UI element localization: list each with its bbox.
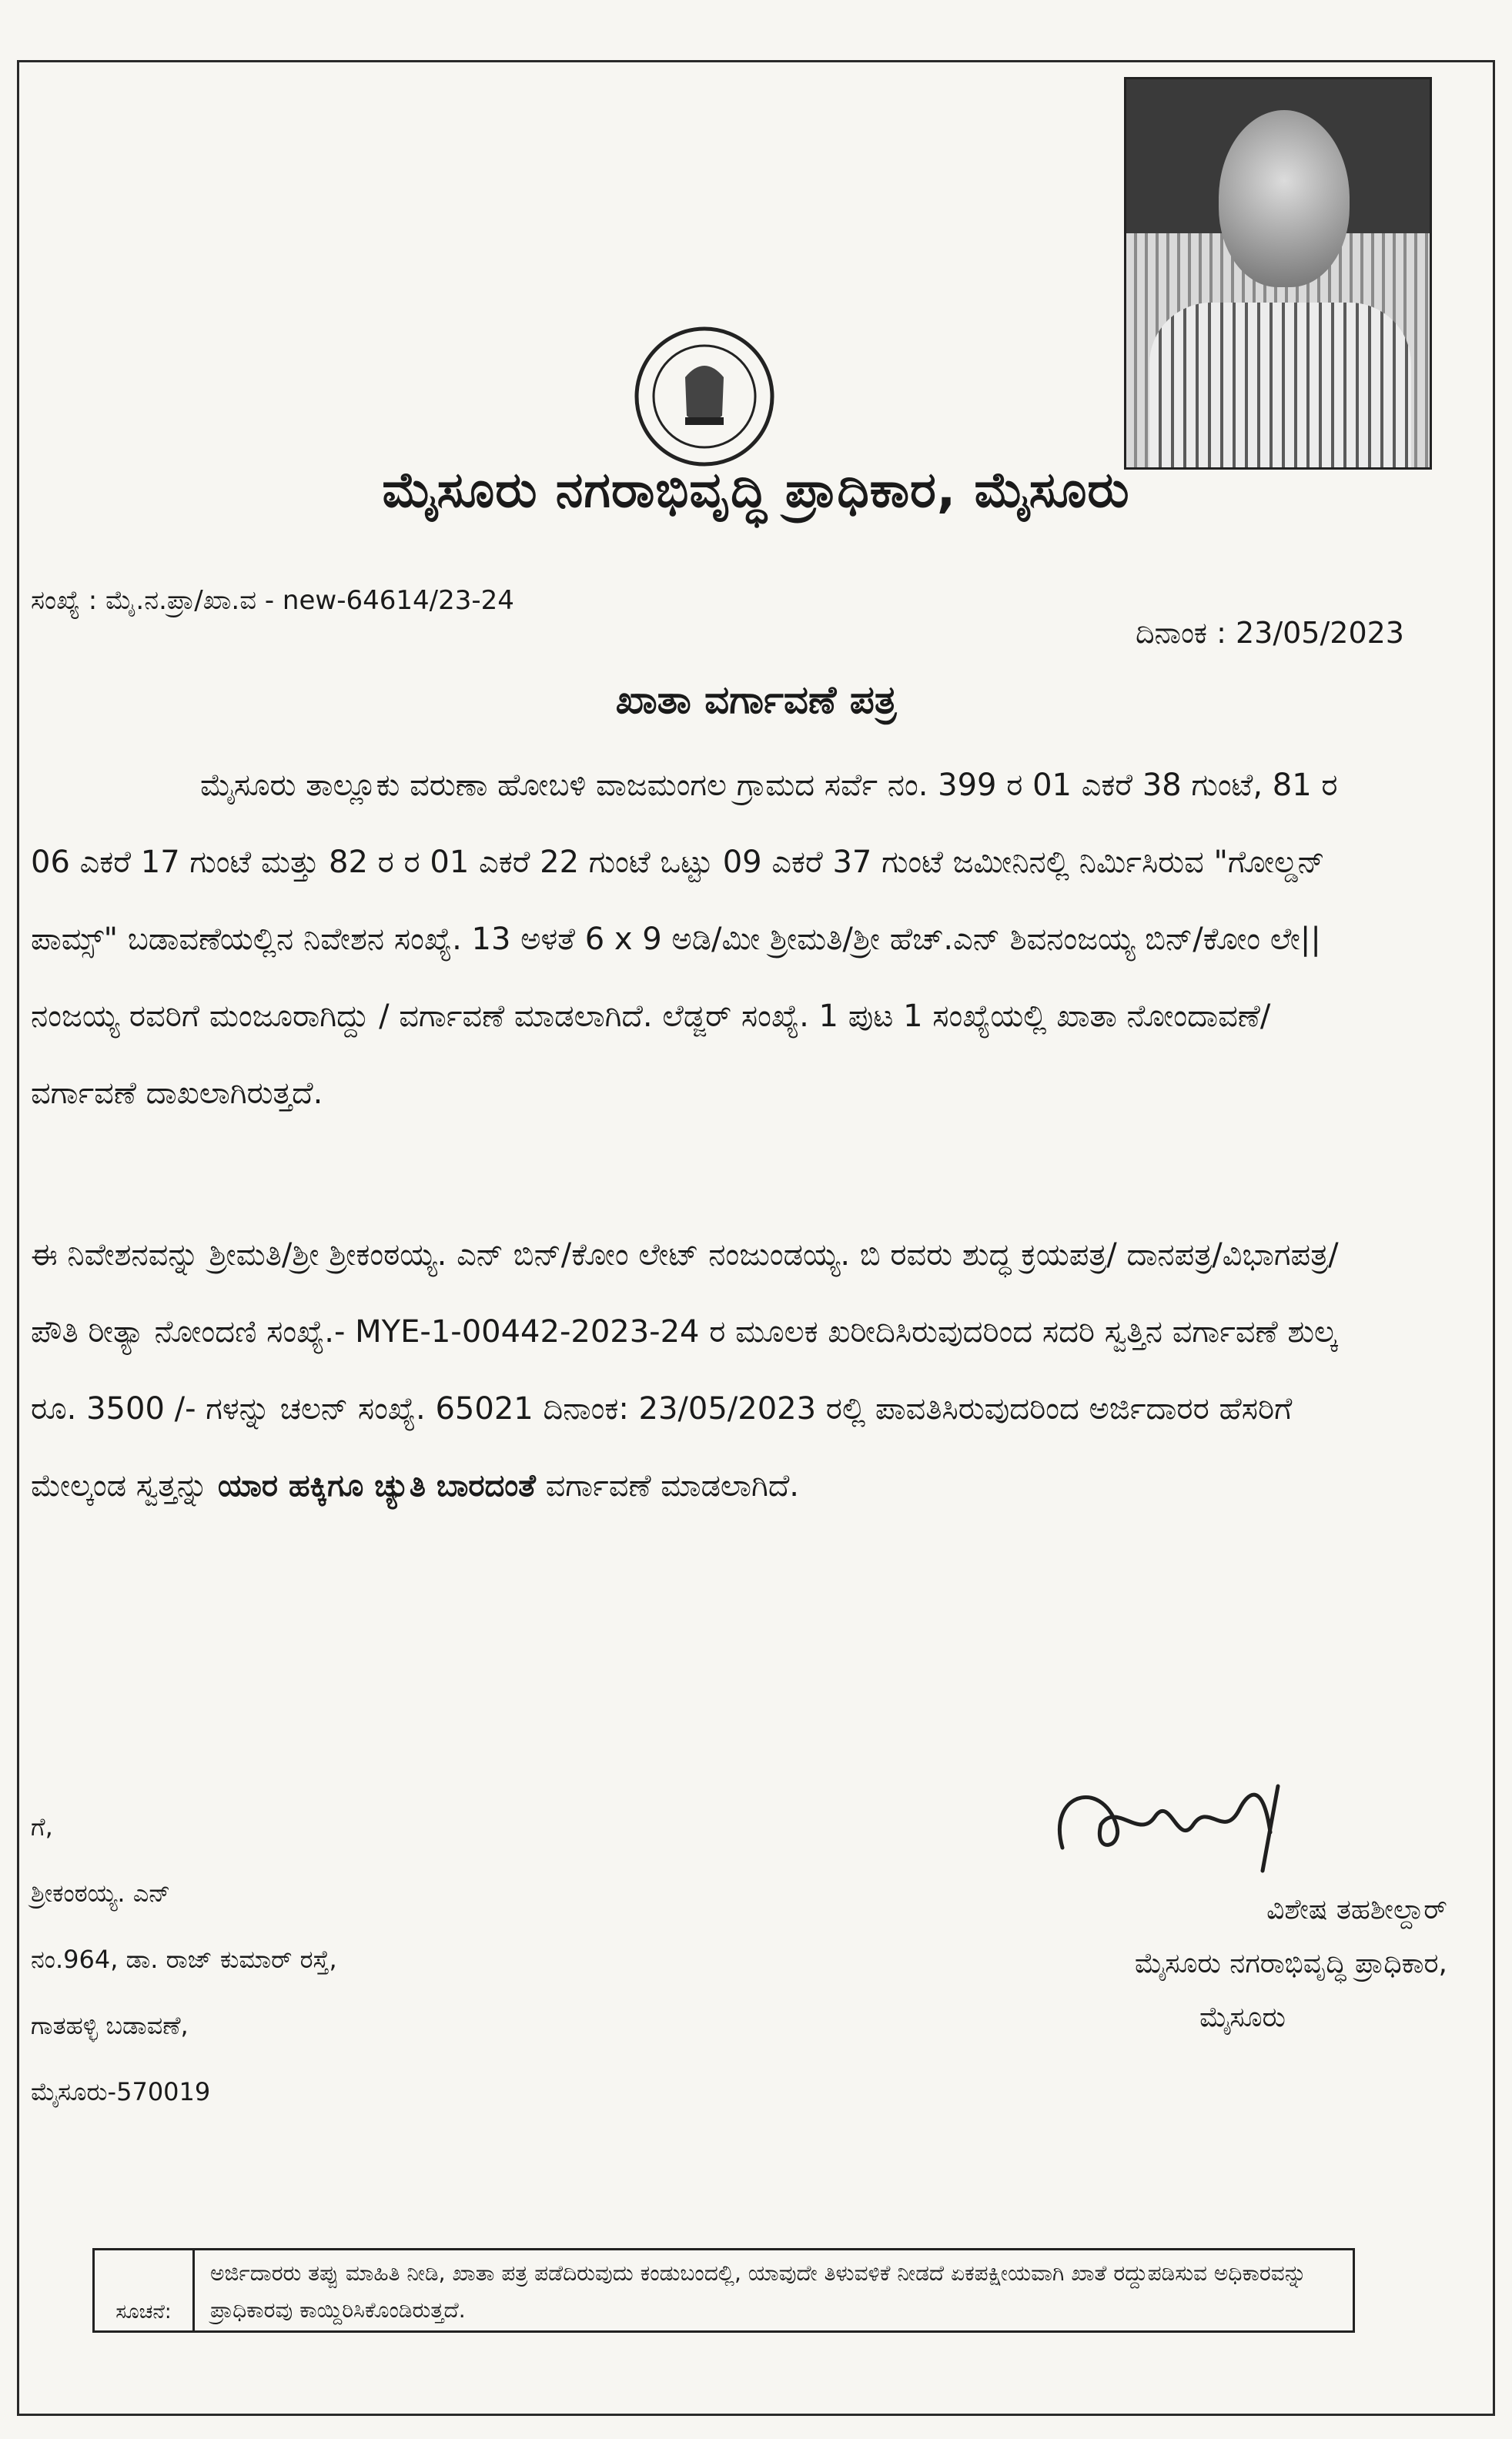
paragraph-transfer	[31, 1216, 1386, 1524]
recipient-address-line1: ನಂ.964, ಡಾ. ರಾಜ್ ಕುಮಾರ್ ರಸ್ತೆ,	[31, 1945, 337, 1974]
handwritten-signature	[1032, 1763, 1355, 1886]
signatory-office: ಮೈಸೂರು ನಗರಾಭಿವೃದ್ಧಿ ಪ್ರಾಧಿಕಾರ,	[1134, 1948, 1447, 1979]
recipient-address	[31, 1794, 337, 2125]
notice-text: ಅರ್ಜಿದಾರರು ತಪ್ಪು ಮಾಹಿತಿ ನೀಡಿ, ಖಾತಾ ಪತ್ರ ಪಡೆದಿರುವುದು ಕಂಡುಬಂದಲ್ಲಿ, ಯಾವುದೇ ತಿಳುವಳಿಕೆ ನೀಡದೆ ಏಕಪಕ್ಷೀಯವಾಗಿ ಖಾತೆ ರದ್ದುಪಡಿಸುವ ಅಧಿಕಾರವನ್ನು ಪ್ರಾಧಿಕಾರವು ಕಾಯ್ದಿರಿಸಿಕೊಂಡಿರುತ್ತದೆ.	[210, 2260, 1306, 2323]
document-heading: ಖಾತಾ ವರ್ಗಾವಣೆ ಪತ್ರ	[615, 678, 897, 722]
paragraph-transfer-end: ವರ್ಗಾವಣೆ ಮಾಡಲಾಗಿದೆ.	[535, 1468, 800, 1504]
issue-date: ದಿನಾಂಕ : 23/05/2023	[1135, 616, 1404, 650]
authority-title: ಮೈಸೂರು ನಗರಾಭಿವೃದ್ಧಿ ಪ್ರಾಧಿಕಾರ, ಮೈಸೂರು	[382, 462, 1130, 519]
recipient-address-line2: ಗಾತಹಳ್ಳಿ ಬಡಾವಣೆ,	[31, 2011, 189, 2040]
paragraph-allotment: ಮೈಸೂರು ತಾಲ್ಲೂಕು ವರುಣಾ ಹೋಬಳಿ ವಾಜಮಂಗಲ ಗ್ರಾಮದ ಸರ್ವೆ ನಂ. 399 ರ 01 ಎಕರೆ 38 ಗುಂಟೆ, 81 ರ 06 ಎಕರೆ 17 ಗುಂಟೆ ಮತ್ತು 82 ರ ರ 01 ಎಕರೆ 22 ಗುಂಟೆ ಒಟ್ಟು 09 ಎಕರೆ 37 ಗುಂಟೆ ಜಮೀನಿನಲ್ಲಿ ನಿರ್ಮಿಸಿರುವ "ಗೋಲ್ಡನ್ ಪಾಮ್ಸ್" ಬಡಾವಣೆಯಲ್ಲಿನ ನಿವೇಶನ ಸಂಖ್ಯೆ. 13 ಅಳತೆ 6 x 9 ಅಡಿ/ಮೀ ಶ್ರೀಮತಿ/ಶ್ರೀ ಹೆಚ್.ಎನ್ ಶಿವನಂಜಯ್ಯ ಬಿನ್/ಕೋಂ ಲೇ|| ನಂಜಯ್ಯ ರವರಿಗೆ ಮಂಜೂರಾಗಿದ್ದು / ವರ್ಗಾವಣೆ ಮಾಡಲಾಗಿದೆ. ಲೆಡ್ಜರ್ ಸಂಖ್ಯೆ. 1 ಪುಟ 1 ಸಂಖ್ಯೆಯಲ್ಲಿ ಖಾತಾ ನೋಂದಾವಣೆ/ ವರ್ಗಾವಣೆ ದಾಖಲಾಗಿರುತ್ತದೆ.	[31, 768, 1338, 1111]
paragraph-transfer-text: ಈ ನಿವೇಶನವನ್ನು ಶ್ರೀಮತಿ/ಶ್ರೀ ಶ್ರೀಕಂಠಯ್ಯ. ಎನ್ ಬಿನ್/ಕೋಂ ಲೇಟ್ ನಂಜುಂಡಯ್ಯ. ಬಿ ರವರು ಶುದ್ಧ ಕ್ರಯಪತ್ರ/ ದಾನಪತ್ರ/ವಿಭಾಗಪತ್ರ/ಪೌತಿ ರೀತ್ಯಾ ನೋಂದಣಿ ಸಂಖ್ಯೆ.- MYE-1-00442-2023-24 ರ ಮೂಲಕ ಖರೀದಿಸಿರುವುದರಿಂದ ಸದರಿ ಸ್ವತ್ತಿನ ವರ್ಗಾವಣೆ ಶುಲ್ಕ ರೂ. 3500 /- ಗಳನ್ನು ಚಲನ್ ಸಂಖ್ಯೆ. 65021 ದಿನಾಂಕ: 23/05/2023 ರಲ್ಲಿ ಪಾವತಿಸಿರುವುದರಿಂದ ಅರ್ಜಿದಾರರ ಹೆಸರಿಗೆ ಮೇಲ್ಕಂಡ ಸ್ವತ್ತನ್ನು	[31, 1237, 1339, 1504]
signature-block	[916, 1763, 1470, 2056]
notice-label: ಸೂಚನೆ:	[95, 2250, 195, 2330]
signatory-designation: ವಿಶೇಷ ತಹಶೀಲ್ದಾರ್	[1266, 1894, 1447, 1925]
recipient-name: ಶ್ರೀಕಂಠಯ್ಯ. ಎನ್	[31, 1879, 171, 1908]
recipient-prefix: ಗೆ,	[31, 1812, 53, 1842]
recipient-address-line3: ಮೈಸೂರು-570019	[31, 2077, 211, 2106]
notice-box	[92, 2248, 1355, 2333]
emblem-seal-icon	[631, 323, 778, 470]
reference-number: ಸಂಖ್ಯೆ : ಮೈ.ನ.ಪ್ರಾ/ಖಾ.ವ - new-64614/23-24	[31, 585, 514, 616]
signatory-city: ಮೈಸೂರು	[1199, 2002, 1286, 2033]
applicant-photo	[1124, 77, 1432, 470]
paragraph-transfer-emphasis: ಯಾರ ಹಕ್ಕಿಗೂ ಚ್ಯುತಿ ಬಾರದಂತೆ	[217, 1468, 536, 1504]
